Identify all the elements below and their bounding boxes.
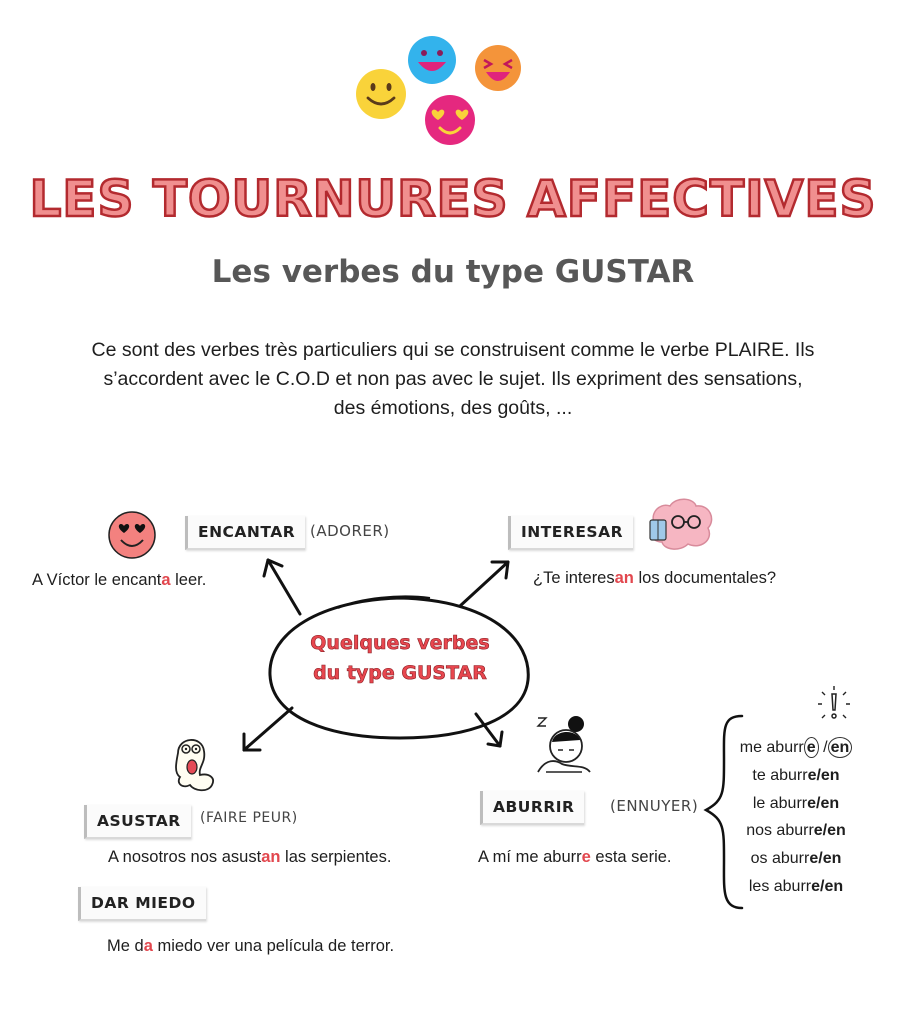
verb-box-asustar: ASUSTAR — [84, 805, 191, 839]
arrow-to-interesar — [460, 562, 508, 606]
example-asustar: A nosotros nos asustan las serpientes. — [108, 848, 392, 866]
circled-ending-en: en — [828, 737, 853, 758]
hub-line: Quelques verbes — [310, 632, 490, 654]
verb-box-aburrir: ABURRIR — [480, 791, 584, 825]
verb-box-encantar: ENCANTAR — [185, 516, 305, 550]
page-subtitle: Les verbes du type GUSTAR — [211, 254, 695, 290]
example-encantar: A Víctor le encanta leer. — [32, 571, 207, 589]
conjugation-row: te aburre/en — [752, 766, 840, 784]
exclamation-icon — [812, 686, 856, 726]
example-interesar: ¿Te interesan los documentales? — [533, 569, 777, 587]
translation-aburrir: (ENNUYER) — [610, 797, 699, 815]
intro-line: Ce sont des verbes très particuliers qui se construisent comme le verbe PLAIRE. Ils — [91, 339, 815, 361]
conjugation-row: me aburr e / en — [736, 734, 856, 762]
conjugation-row: les aburre/en — [748, 877, 844, 895]
heart-eyes-emoji-icon — [107, 510, 157, 560]
translation-asustar: (FAIRE PEUR) — [200, 810, 298, 826]
bored-girl-icon — [532, 712, 596, 778]
translation-encantar: (ADORER) — [310, 522, 390, 540]
verb-box-dar-miedo: DAR MIEDO — [78, 887, 206, 921]
conjugation-list — [736, 734, 856, 901]
conjugation-row: os aburre/en — [750, 850, 842, 868]
hub-line: du type GUSTAR — [313, 662, 487, 684]
circled-ending-e: e — [804, 737, 819, 758]
conjugation-row: le aburre/en — [752, 794, 840, 812]
example-aburrir: A mí me aburre esta serie. — [478, 848, 672, 866]
page-title: LES TOURNURES AFFECTIVES — [29, 170, 877, 228]
example-dar-miedo: Me da miedo ver una película de terror. — [107, 937, 395, 955]
arrow-to-asustar — [244, 708, 292, 750]
intro-line: des émotions, des goûts, ... — [333, 397, 573, 419]
intro-line: s’accordent avec le C.O.D et non pas avec le sujet. Ils expriment des sensations, — [103, 368, 803, 390]
verb-box-interesar: INTERESAR — [508, 516, 633, 550]
reading-brain-icon — [642, 496, 722, 556]
hub-label — [295, 628, 505, 688]
conjugation-row: nos aburre/en — [746, 822, 846, 840]
scared-ghost-icon — [168, 733, 220, 797]
arrow-to-encantar — [264, 560, 300, 614]
